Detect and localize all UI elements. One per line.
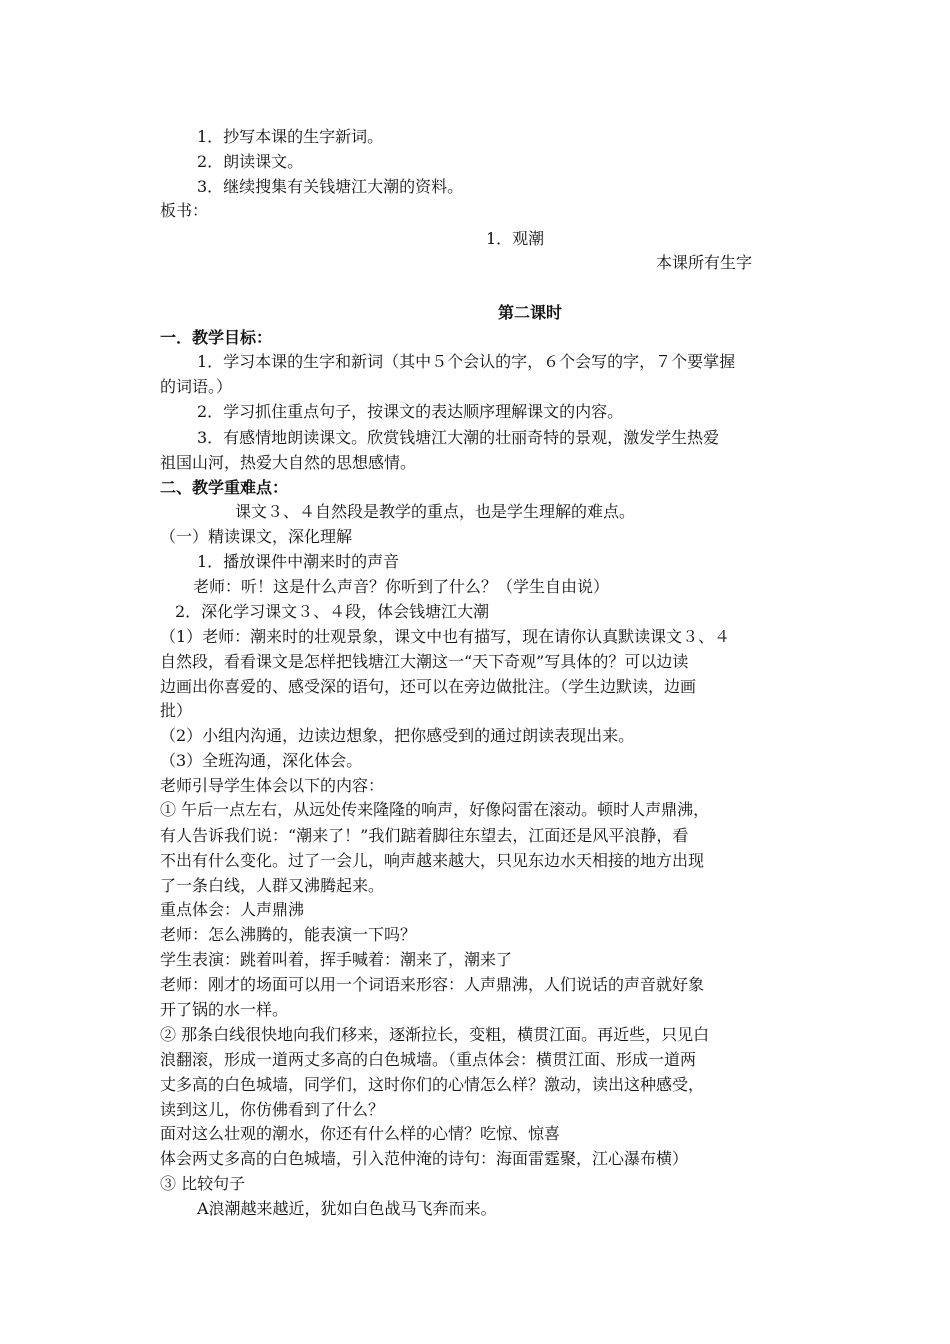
student-act: 学生表演：跳着叫着，挥手喊着：潮来了，潮来了 [160,950,513,969]
sentence-a: A浪潮越来越近，犹如白色战马飞奔而来。 [197,1199,497,1218]
board-title: 1．观潮 [486,229,545,248]
step2: 2．深化学习课文３、４段，体会钱塘江大潮 [175,602,490,621]
feeling-line: 面对这么壮观的潮水，你还有什么样的心情？吃惊、惊喜 [160,1124,561,1143]
point2-line: 浪翻滚，形成一道两丈多高的白色城墙。（重点体会：横贯江面、形成一道两 [160,1050,697,1069]
point2-line: 读到这儿，你仿佛看到了什么？ [160,1100,385,1119]
focus1: 重点体会：人声鼎沸 [160,900,305,919]
goal-line: 1．学习本课的生字和新词（其中５个会认的字，６个会写的字，７个要掌握 [197,352,736,371]
step1: 1．播放课件中潮来时的声音 [197,552,400,571]
goal-line: 祖国山河，热爱大自然的思想感情。 [160,453,417,472]
poem-line: 体会两丈多高的白色城墙，引入范仲淹的诗句：海面雷霆聚，江心瀑布横） [160,1149,689,1168]
teacher-question: 老师：怎么沸腾的，能表演一下吗？ [160,925,417,944]
part1-heading: （一）精读课文，深化理解 [160,527,353,546]
point1-line: 有人告诉我们说：“潮来了！”我们踮着脚往东望去，江面还是风平浪静，看 [160,826,689,845]
point1-line: ① 午后一点左右，从远处传来隆隆的响声，好像闷雷在滚动。顿时人声鼎沸， [160,800,710,819]
homework-item: 1．抄写本课的生字新词。 [197,127,384,146]
board-note: 本课所有生字 [656,253,753,272]
homework-item: 3．继续搜集有关钱塘江大潮的资料。 [197,177,464,196]
point1-line: 了一条白线，人群又沸腾起来。 [160,876,385,895]
sub1-line: （1）老师：潮来时的壮观景象，课文中也有描写，现在请你认真默读课文３、４ [160,627,731,646]
sub1-line: 自然段，看看课文是怎样把钱塘江大潮这一“天下奇观”写具体的？可以边读 [160,652,689,671]
step1-teacher: 老师：听！这是什么声音？你听到了什么？（学生自由说） [193,577,610,596]
goal-line: 3．有感情地朗读课文。欣赏钱塘江大潮的壮丽奇特的景观，激发学生热爱 [197,428,720,447]
sub2: （2）小组内沟通，边读边想象，把你感受到的通过朗读表现出来。 [160,726,635,745]
section-title: 第二课时 [497,303,562,322]
point2-line: 丈多高的白色城墙，同学们，这时你们的心情怎么样？激动，读出这种感受， [160,1075,705,1094]
goal-line: 2．学习抓住重点句子，按课文的表达顺序理解课文的内容。 [197,402,624,421]
homework-item: 2．朗读课文。 [197,152,304,171]
goals-heading: 一．教学目标： [160,328,273,347]
difficulty-text: 课文３、４自然段是教学的重点，也是学生理解的难点。 [235,502,636,521]
teacher-summary-line: 老师：刚才的场面可以用一个词语来形容：人声鼎沸，人们说话的声音就好象 [160,975,705,994]
point1-line: 不出有什么变化。过了一会儿，响声越来越大，只见东边水天相接的地方出现 [160,851,705,870]
goal-line: 的词语。） [160,377,233,396]
guide-line: 老师引导学生体会以下的内容： [160,776,385,795]
sub1-line: 边画出你喜爱的、感受深的语句，还可以在旁边做批注。（学生边默读，边画 [160,677,697,696]
teacher-summary-line: 开了锅的水一样。 [160,1000,289,1019]
point3: ③ 比较句子 [160,1174,246,1193]
difficulty-heading: 二、教学重难点： [160,478,289,497]
board-label: 板书： [160,201,209,220]
point2-line: ② 那条白线很快地向我们移来，逐渐拉长，变粗，横贯江面。再近些，只见白 [160,1025,710,1044]
sub3: （3）全班沟通，深化体会。 [160,751,363,770]
sub1-line: 批） [160,701,193,720]
